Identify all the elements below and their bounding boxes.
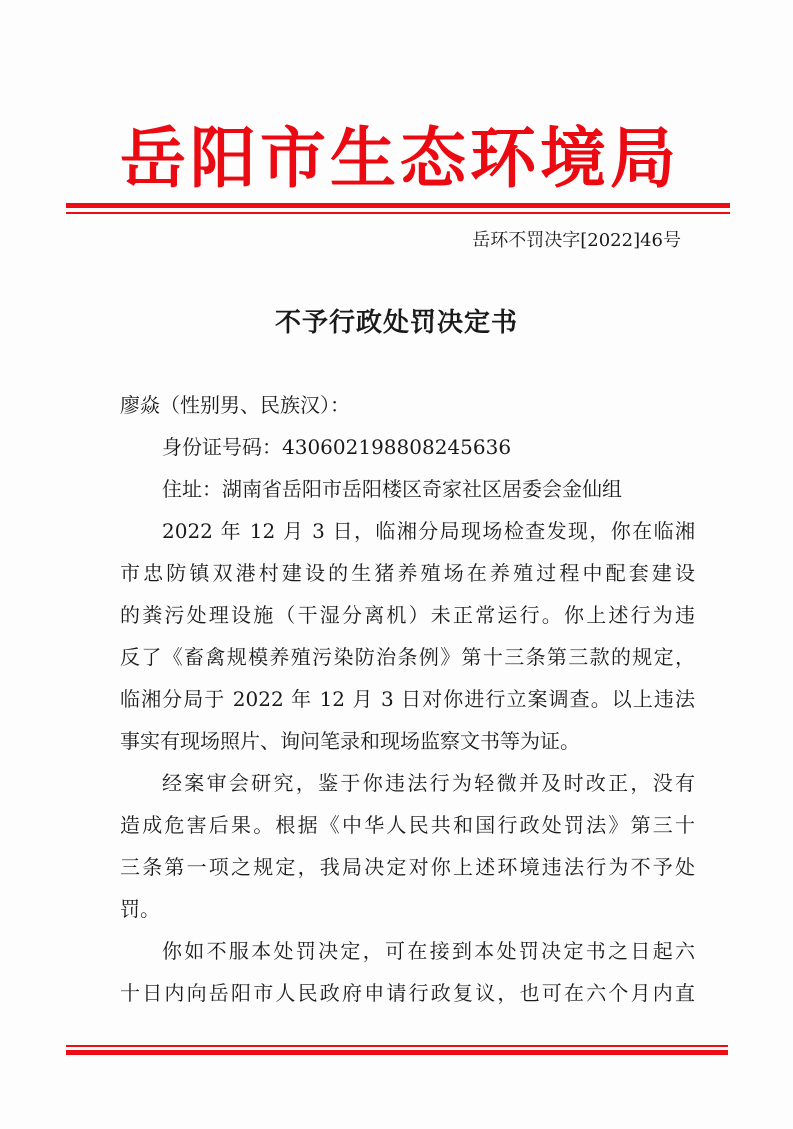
party-id: 身份证号码：430602198808245636 <box>162 435 512 459</box>
text-line: 十日内向岳阳市人民政府申请行政复议，也可在六个月内直 <box>120 981 695 1005</box>
text-line: 造成危害后果。根据《中华人民共和国行政处罚法》第三十 <box>120 813 695 837</box>
party-address: 住址：湖南省岳阳市岳阳楼区奇家社区居委会金仙组 <box>162 477 622 501</box>
paragraph-decision <box>120 762 695 930</box>
paragraph-appeal <box>120 930 695 1014</box>
text-line: 的粪污处理设施（干湿分离机）未正常运行。你上述行为违 <box>120 603 695 627</box>
footer-rule-thin <box>66 1045 728 1047</box>
text-line: 你如不服本处罚决定，可在接到本处罚决定书之日起六 <box>162 939 695 963</box>
text-line: 临湘分局于 2022 年 12 月 3 日对你进行立案调查。以上违法 <box>120 687 695 711</box>
header-rule-thin <box>66 212 730 214</box>
document-title: 不予行政处罚决定书 <box>274 308 518 338</box>
text-line: 市忠防镇双港村建设的生猪养殖场在养殖过程中配套建设 <box>120 561 695 585</box>
footer-rule-thick <box>66 1050 728 1055</box>
paragraph-facts <box>120 510 695 762</box>
agency-masthead: 岳阳市生态环境局 <box>120 119 680 197</box>
text-line: 经案审会研究，鉴于你违法行为轻微并及时改正，没有 <box>162 771 695 795</box>
text-line: 2022 年 12 月 3 日，临湘分局现场检查发现，你在临湘 <box>162 519 695 543</box>
text-line: 事实有现场照片、询问笔录和现场监察文书等为证。 <box>120 729 580 753</box>
text-line: 反了《畜禽规模养殖污染防治条例》第十三条第三款的规定， <box>120 645 695 669</box>
header-rule-thick <box>66 203 730 208</box>
party-name: 廖焱（性别男、民族汉）： <box>120 393 350 417</box>
text-line: 罚。 <box>120 897 160 921</box>
document-number: 岳环不罚决字[2022]46号 <box>472 230 681 251</box>
document-body <box>120 384 695 1014</box>
text-line: 三条第一项之规定，我局决定对你上述环境违法行为不予处 <box>120 855 695 879</box>
